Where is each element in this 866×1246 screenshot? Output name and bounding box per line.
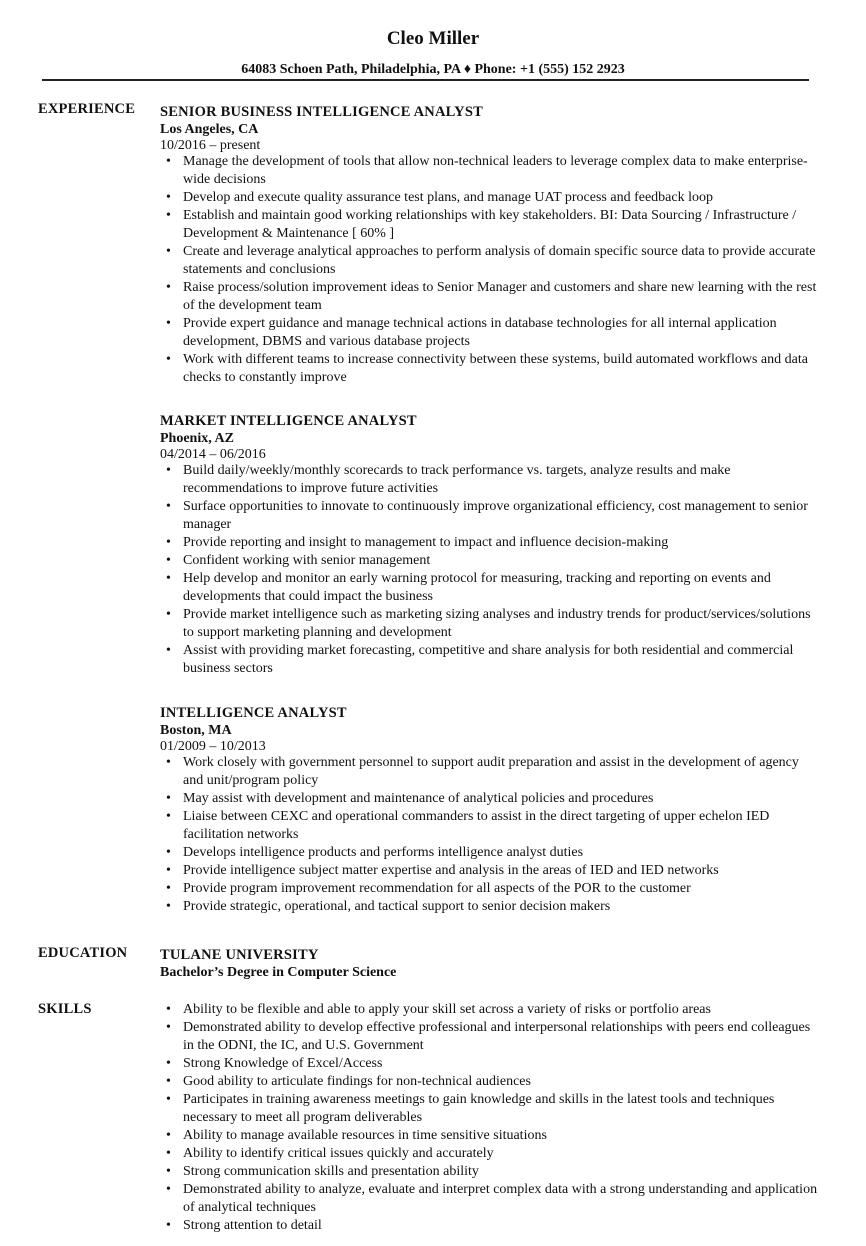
list-item: • Provide program improvement recommendation for all aspects of the POR to the customer (183, 880, 820, 898)
job-bullets (160, 153, 820, 387)
list-item: • Ability to identify critical issues quickly and accurately (183, 1145, 820, 1163)
contact-line: 64083 Schoen Path, Philadelphia, PA ♦ Phone: +1 (555) 152 2923 (241, 62, 625, 77)
list-item: • Provide reporting and insight to management to impact and influence decision-making (183, 534, 820, 552)
list-item: • Assist with providing market forecasting, competitive and share analysis for both residential and commercial business sectors (183, 642, 820, 678)
list-item: • Good ability to articulate findings for non-technical audiences (183, 1073, 820, 1091)
job-bullets (160, 462, 820, 678)
job-dates: 10/2016 – present (160, 138, 261, 153)
list-item: • Strong communication skills and presentation ability (183, 1163, 820, 1181)
job-location: Phoenix, AZ (160, 431, 234, 446)
job-location: Boston, MA (160, 723, 232, 738)
list-item: • Raise process/solution improvement ideas to Senior Manager and customers and share new learning with the rest of the development team (183, 279, 820, 315)
list-item: • Provide expert guidance and manage technical actions in database technologies for all internal application development, DBMS and various database projects (183, 315, 820, 351)
resume-header (0, 28, 866, 50)
list-item: • Work with different teams to increase connectivity between these systems, build automated workflows and data checks to constantly improve (183, 351, 820, 387)
job-entry (160, 103, 820, 387)
list-item: • Ability to manage available resources in time sensitive situations (183, 1127, 820, 1145)
degree: Bachelor’s Degree in Computer Science (160, 965, 397, 980)
list-item: • Manage the development of tools that allow non-technical leaders to leverage complex data to make enterprise-wide decisions (183, 153, 820, 189)
job-bullets (160, 754, 820, 916)
job-title: MARKET INTELLIGENCE ANALYST (160, 413, 417, 429)
skills-list-container (160, 1001, 820, 1235)
list-item: • Ability to be flexible and able to apply your skill set across a variety of risks or portfolio areas (183, 1001, 820, 1019)
list-item: • Participates in training awareness meetings to gain knowledge and skills in the latest tools and techniques necessary to meet all program deliverables (183, 1091, 820, 1127)
list-item: • Build daily/weekly/monthly scorecards to track performance vs. targets, analyze results and make recommendations to improve future activities (183, 462, 820, 498)
section-label-experience: EXPERIENCE (38, 101, 136, 117)
header-divider (42, 79, 809, 81)
list-item: • Help develop and monitor an early warning protocol for measuring, tracking and reporting on events and developments that could impact the business (183, 570, 820, 606)
job-dates: 01/2009 – 10/2013 (160, 739, 266, 754)
list-item: • Provide market intelligence such as marketing sizing analyses and industry trends for product/services/solutions to support marketing planning and development (183, 606, 820, 642)
list-item: • Strong attention to detail (183, 1217, 820, 1235)
list-item: • Provide strategic, operational, and tactical support to senior decision makers (183, 898, 820, 916)
list-item: • Liaise between CEXC and operational commanders to assist in the direct targeting of upper echelon IED facilitation networks (183, 808, 820, 844)
list-item: • Develops intelligence products and performs intelligence analyst duties (183, 844, 820, 862)
list-item: • Work closely with government personnel to support audit preparation and assist in the development of agency and unit/program policy (183, 754, 820, 790)
job-location: Los Angeles, CA (160, 122, 259, 137)
list-item: • Establish and maintain good working relationships with key stakeholders. BI: Data Sourcing / Infrastructure / Development & Maintenance [ 60% ] (183, 207, 820, 243)
job-dates: 04/2014 – 06/2016 (160, 447, 266, 462)
list-item: • Create and leverage analytical approaches to perform analysis of domain specific source data to provide accurate statements and conclusions (183, 243, 820, 279)
list-item: • Provide intelligence subject matter expertise and analysis in the areas of IED and IED networks (183, 862, 820, 880)
job-entry (160, 704, 820, 916)
section-label-skills: SKILLS (38, 1001, 92, 1017)
candidate-name: Cleo Miller (386, 28, 480, 49)
list-item: • Demonstrated ability to develop effective professional and interpersonal relationships with peers end colleagues in the ODNI, the IC, and U.S. Government (183, 1019, 820, 1055)
list-item: • Develop and execute quality assurance test plans, and manage UAT process and feedback loop (183, 189, 820, 207)
section-label-education: EDUCATION (38, 945, 128, 961)
list-item: • Surface opportunities to innovate to continuously improve organizational efficiency, cost management to senior manager (183, 498, 820, 534)
school-name: TULANE UNIVERSITY (160, 947, 319, 963)
list-item: • Demonstrated ability to analyze, evaluate and interpret complex data with a strong understanding and application of analytical techniques (183, 1181, 820, 1217)
list-item: • Confident working with senior management (183, 552, 820, 570)
education-entry (160, 946, 820, 982)
job-title: SENIOR BUSINESS INTELLIGENCE ANALYST (160, 104, 483, 120)
list-item: • Strong Knowledge of Excel/Access (183, 1055, 820, 1073)
job-entry (160, 412, 820, 678)
skills-list (160, 1001, 820, 1235)
job-title: INTELLIGENCE ANALYST (160, 705, 347, 721)
list-item: • May assist with development and maintenance of analytical policies and procedures (183, 790, 820, 808)
